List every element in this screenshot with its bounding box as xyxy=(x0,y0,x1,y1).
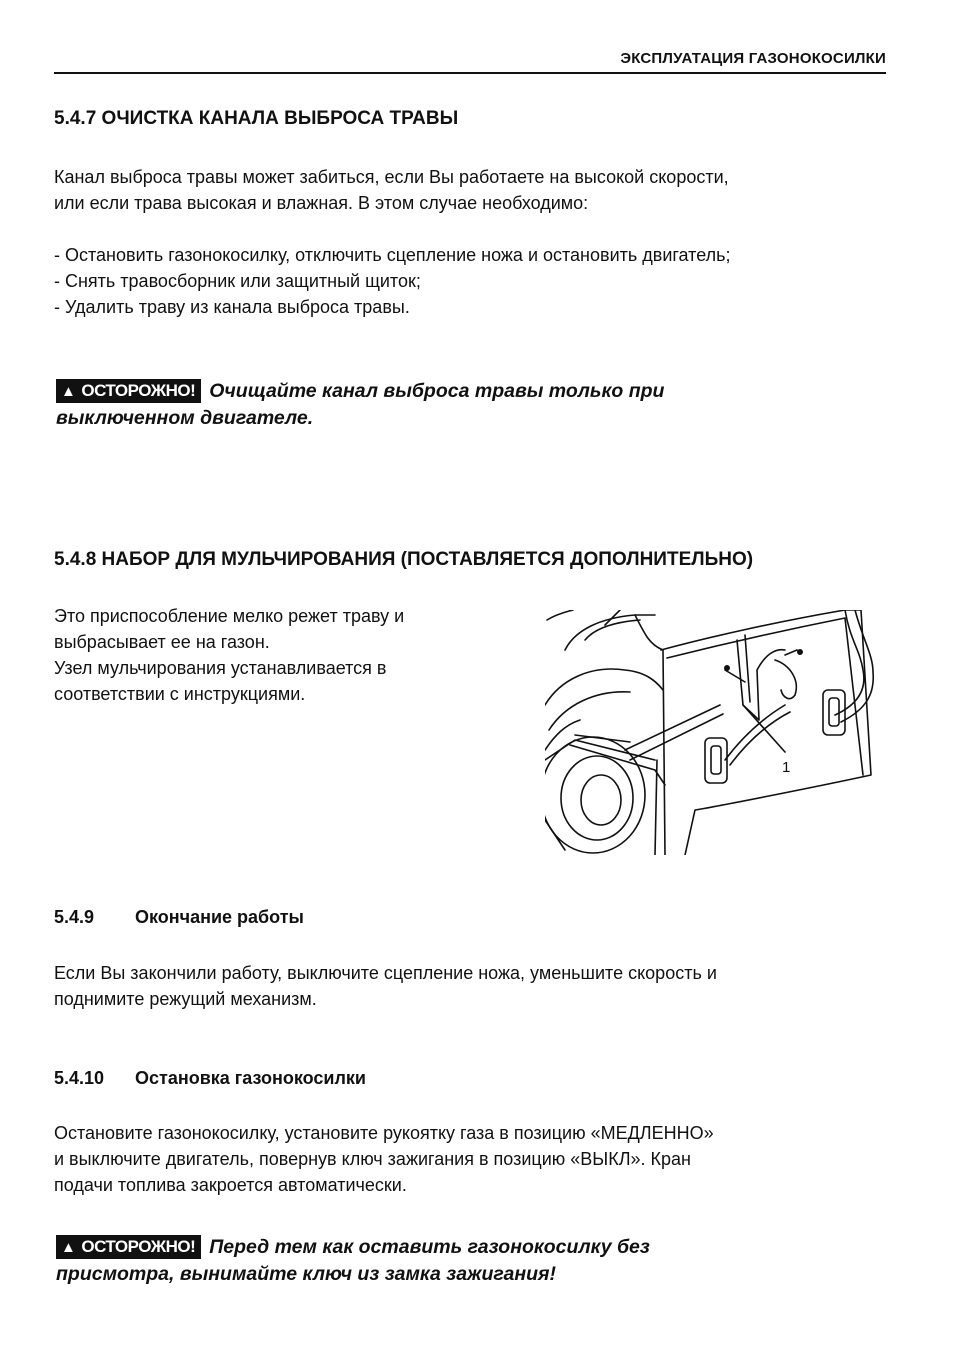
step-item: - Остановить газонокосилку, отключить сцепление ножа и остановить двигатель; xyxy=(54,245,731,265)
warning-triangle-icon: ▲ xyxy=(61,1239,76,1256)
section-5-4-7-heading: 5.4.7 ОЧИСТКА КАНАЛА ВЫБРОСА ТРАВЫ xyxy=(54,108,459,129)
section-5-4-8-text xyxy=(54,603,404,707)
step-item: - Удалить траву из канала выброса травы. xyxy=(54,297,410,317)
section-5-4-10-heading xyxy=(54,1068,366,1089)
intro-line: или если трава высокая и влажная. В этом случае необходимо: xyxy=(54,193,589,213)
warning-badge-label: ОСТОРОЖНО! xyxy=(81,1237,196,1256)
text-line: Это приспособление мелко режет траву и xyxy=(54,606,405,626)
section-title: Остановка газонокосилки xyxy=(135,1068,366,1088)
warning-text-line: выключенном двигателе. xyxy=(56,407,314,429)
section-5-4-9-heading xyxy=(54,907,304,928)
warning-block-cleaning xyxy=(56,378,906,432)
text-line: Остановите газонокосилку, установите рукоятку газа в позицию «МЕДЛЕННО» xyxy=(54,1123,714,1143)
text-line: выбрасывает ее на газон. xyxy=(54,632,270,652)
mulching-kit-drawing xyxy=(545,610,885,855)
text-line: и выключите двигатель, повернув ключ зажигания в позицию «ВЫКЛ». Кран xyxy=(54,1149,691,1169)
running-header xyxy=(54,50,886,74)
text-line: подачи топлива закроется автоматически. xyxy=(54,1175,407,1195)
running-header-title: ЭКСПЛУАТАЦИЯ ГАЗОНОКОСИЛКИ xyxy=(620,50,886,67)
section-5-4-9-text xyxy=(54,960,717,1012)
section-5-4-7-steps xyxy=(54,242,731,320)
section-title: Окончание работы xyxy=(135,907,304,927)
warning-text-line: присмотра, вынимайте ключ из замка зажигания! xyxy=(56,1263,557,1285)
section-5-4-7-intro xyxy=(54,164,729,216)
figure-callout-label: 1 xyxy=(782,759,791,776)
step-item: - Снять травосборник или защитный щиток; xyxy=(54,271,421,291)
text-line: поднимите режущий механизм. xyxy=(54,989,317,1009)
text-line: Если Вы закончили работу, выключите сцепление ножа, уменьшите скорость и xyxy=(54,963,717,983)
warning-triangle-icon: ▲ xyxy=(61,383,76,400)
warning-text-line: Очищайте канал выброса травы только при xyxy=(209,380,665,402)
warning-text-line: Перед тем как оставить газонокосилку без xyxy=(209,1236,650,1258)
warning-badge xyxy=(56,379,201,403)
section-5-4-8-heading: 5.4.8 НАБОР ДЛЯ МУЛЬЧИРОВАНИЯ (ПОСТАВЛЯЕТСЯ ДОПОЛНИТЕЛЬНО) xyxy=(54,549,754,570)
intro-line: Канал выброса травы может забиться, если Вы работаете на высокой скорости, xyxy=(54,167,729,187)
warning-badge xyxy=(56,1235,201,1259)
text-line: Узел мульчирования устанавливается в xyxy=(54,658,387,678)
warning-block-key xyxy=(56,1234,906,1288)
section-number: 5.4.10 xyxy=(54,1068,105,1088)
warning-badge-label: ОСТОРОЖНО! xyxy=(81,381,196,400)
section-number: 5.4.9 xyxy=(54,907,95,927)
section-5-4-10-text xyxy=(54,1120,714,1198)
text-line: соответствии с инструкциями. xyxy=(54,684,306,704)
mulching-kit-illustration xyxy=(545,610,885,855)
